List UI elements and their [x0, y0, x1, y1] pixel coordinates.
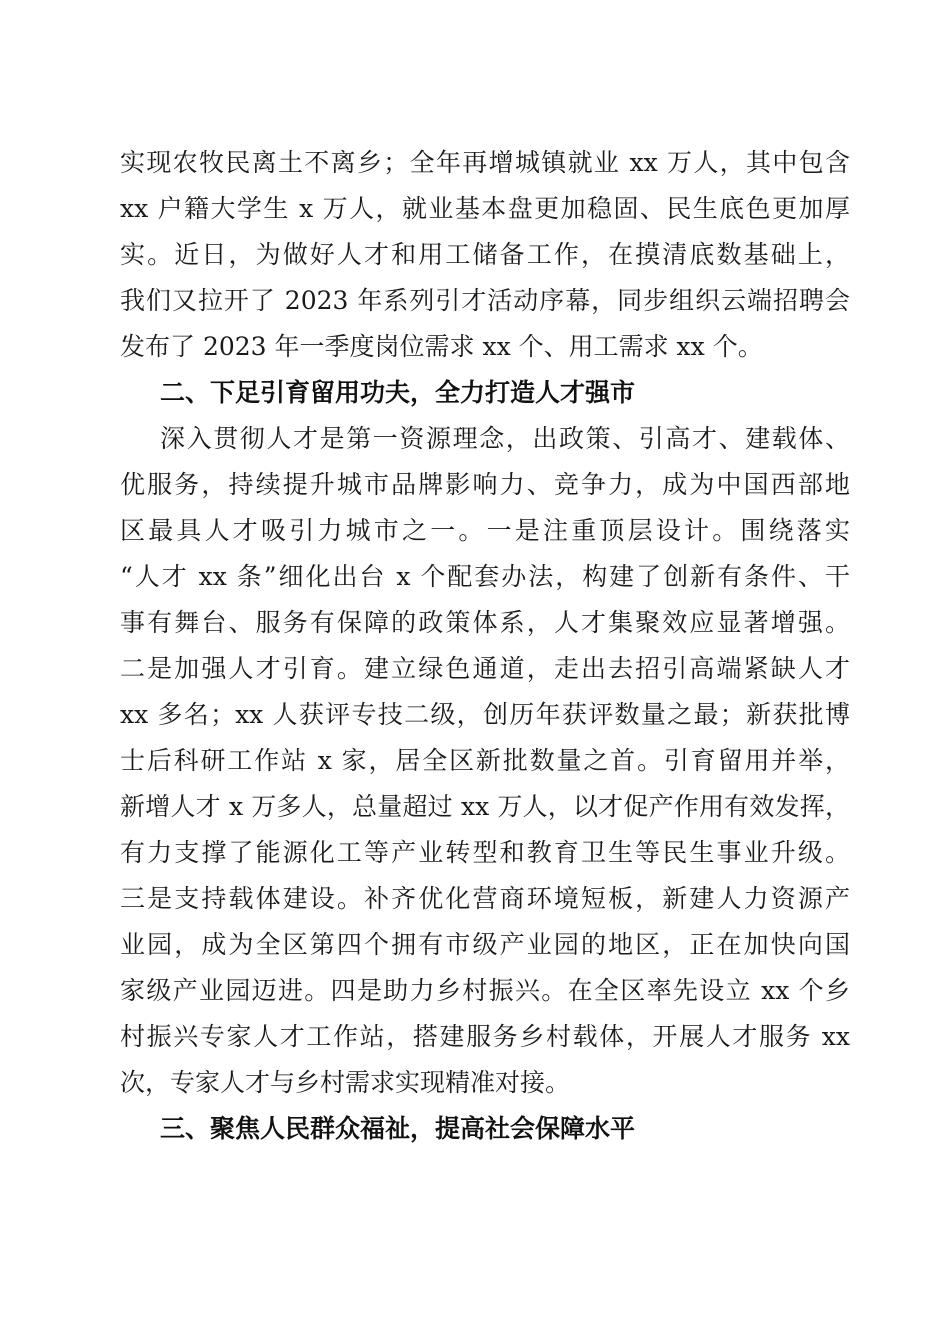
- paragraph-2-line-4: “人才 xx 条”细化出台 x 个配套办法，构建了创新有条件、干: [120, 562, 850, 591]
- paragraph-2-line-3: 区最具人才吸引力城市之一。一是注重顶层设计。围绕落实: [120, 516, 850, 545]
- paragraph-2-line-6: 二是加强人才引育。建立绿色通道，走出去招引高端紧缺人才: [120, 654, 850, 683]
- paragraph-2-line-8: 士后科研工作站 x 家，居全区新批数量之首。引育留用并举，: [120, 746, 850, 775]
- paragraph-1-line-4: 我们又拉开了 2023 年系列引才活动序幕，同步组织云端招聘会: [120, 286, 850, 315]
- paragraph-1-line-3: 实。近日，为做好人才和用工储备工作，在摸清底数基础上，: [120, 240, 850, 269]
- paragraph-2-line-11: 三是支持载体建设。补齐优化营商环境短板，新建人力资源产: [120, 884, 850, 913]
- paragraph-1-line-2: xx 户籍大学生 x 万人，就业基本盘更加稳固、民生底色更加厚: [120, 194, 850, 223]
- paragraph-2-line-12: 业园，成为全区第四个拥有市级产业园的地区，正在加快向国: [120, 930, 850, 959]
- section-2-heading: 二、下足引育留用功夫，全力打造人才强市: [160, 378, 636, 407]
- paragraph-2-line-10: 有力支撑了能源化工等产业转型和教育卫生等民生事业升级。: [120, 838, 850, 867]
- paragraph-2-line-14: 村振兴专家人才工作站，搭建服务乡村载体，开展人才服务 xx: [120, 1022, 850, 1051]
- paragraph-1-line-1: 实现农牧民离土不离乡；全年再增城镇就业 xx 万人，其中包含: [120, 148, 850, 177]
- paragraph-2-line-15: 次，专家人才与乡村需求实现精准对接。: [120, 1068, 571, 1097]
- paragraph-2-line-13: 家级产业园迈进。四是助力乡村振兴。在全区率先设立 xx 个乡: [120, 976, 850, 1005]
- section-3-heading: 三、聚焦人民群众福祉，提高社会保障水平: [160, 1114, 636, 1143]
- paragraph-2-line-7: xx 多名；xx 人获评专技二级，创历年获评数量之最；新获批博: [120, 700, 850, 729]
- paragraph-2-line-2: 优服务，持续提升城市品牌影响力、竞争力，成为中国西部地: [120, 470, 850, 499]
- paragraph-2-line-9: 新增人才 x 万多人，总量超过 xx 万人，以才促产作用有效发挥，: [120, 792, 850, 821]
- paragraph-2-line-1: 深入贯彻人才是第一资源理念，出政策、引高才、建载体、: [160, 424, 850, 453]
- paragraph-2-line-5: 事有舞台、服务有保障的政策体系，人才集聚效应显著增强。: [120, 608, 850, 637]
- paragraph-1-line-5: 发布了 2023 年一季度岗位需求 xx 个、用工需求 xx 个。: [120, 332, 763, 361]
